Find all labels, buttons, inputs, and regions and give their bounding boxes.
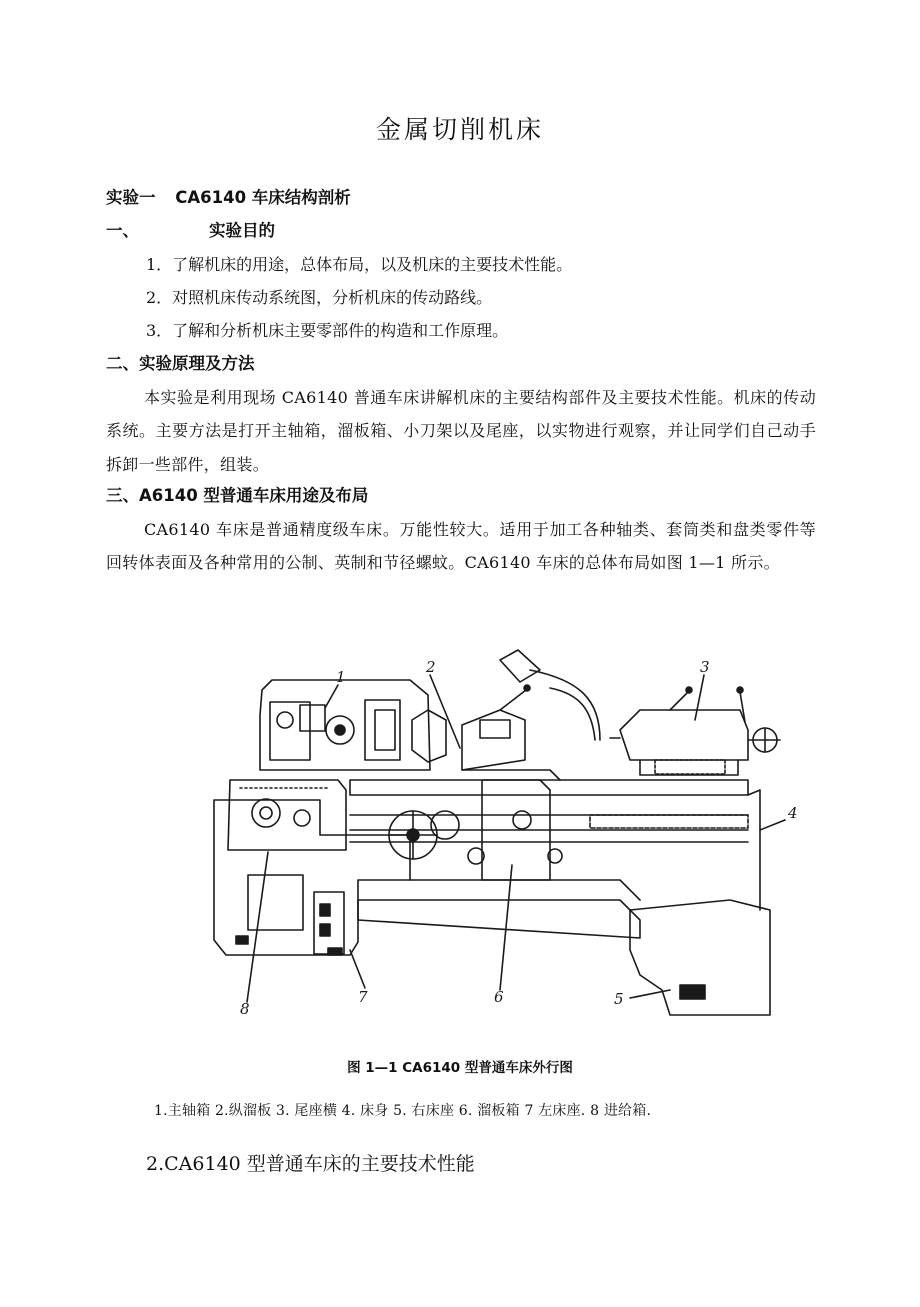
tailstock <box>620 710 748 760</box>
objective-item-2: 2．对照机床传动系统图，分析机床的传动路线。 <box>146 288 493 307</box>
work-lamp <box>500 650 540 682</box>
tool-post <box>462 710 525 770</box>
callout-3: 3 <box>700 658 710 676</box>
section1-title: 实验目的 <box>209 221 275 240</box>
callout-7: 7 <box>358 988 368 1006</box>
page-title: 金属切削机床 <box>375 115 544 144</box>
callout-1: 1 <box>336 668 346 686</box>
figure-legend: 1.主轴箱 2.纵溜板 3. 尾座横 4. 床身 5. 右床座 6. 溜板箱 7 左床座. 8 进给箱. <box>154 1103 652 1119</box>
section1-heading <box>106 219 275 243</box>
control-switch-panel <box>314 892 344 954</box>
left-base-panel <box>248 875 303 930</box>
experiment-name: CA6140 车床结构剖析 <box>175 188 351 207</box>
experiment-label: 实验一 <box>106 188 156 207</box>
section1-number: 一、 <box>106 221 139 240</box>
subsection-heading: 2.CA6140 型普通车床的主要技术性能 <box>146 1153 475 1175</box>
headstock <box>260 680 430 770</box>
feed-box <box>228 780 346 850</box>
section2-paragraph: 本实验是利用现场 CA6140 普通车床讲解机床的主要结构部件及主要技术性能。机床的传动系统。主要方法是打开主轴箱，溜板箱、小刀架以及尾座，以实物进行观察，并让同学们自己动手拆卸一些部件，组装。 <box>106 388 816 474</box>
objective-item-1: 1．了解机床的用途，总体布局，以及机床的主要技术性能。 <box>146 255 573 274</box>
bed-ways <box>350 780 748 795</box>
left-base <box>214 800 410 955</box>
section2-heading: 二、实验原理及方法 <box>106 354 255 373</box>
section3-heading: 三、A6140 型普通车床用途及布局 <box>106 486 369 505</box>
experiment-heading <box>106 186 351 210</box>
callout-6: 6 <box>494 988 504 1006</box>
callout-2: 2 <box>426 658 436 676</box>
chip-tray <box>358 900 640 938</box>
figure-caption: 图 1—1 CA6140 型普通车床外行图 <box>347 1060 573 1076</box>
section3-paragraph: CA6140 车床是普通精度级车床。万能性较大。适用于加工各种轴类、套筒类和盘类零件等回转体表面及各种常用的公制、英制和节径螺蚊。CA6140 车床的总体布局如图 1—1 所示。 <box>106 520 816 573</box>
callout-5: 5 <box>614 990 624 1008</box>
objective-item-3: 3．了解和分析机床主要零部件的构造和工作原理。 <box>146 321 509 340</box>
callout-4: 4 <box>788 804 798 822</box>
callout-8: 8 <box>240 1000 250 1018</box>
lathe-illustration <box>200 630 800 1025</box>
